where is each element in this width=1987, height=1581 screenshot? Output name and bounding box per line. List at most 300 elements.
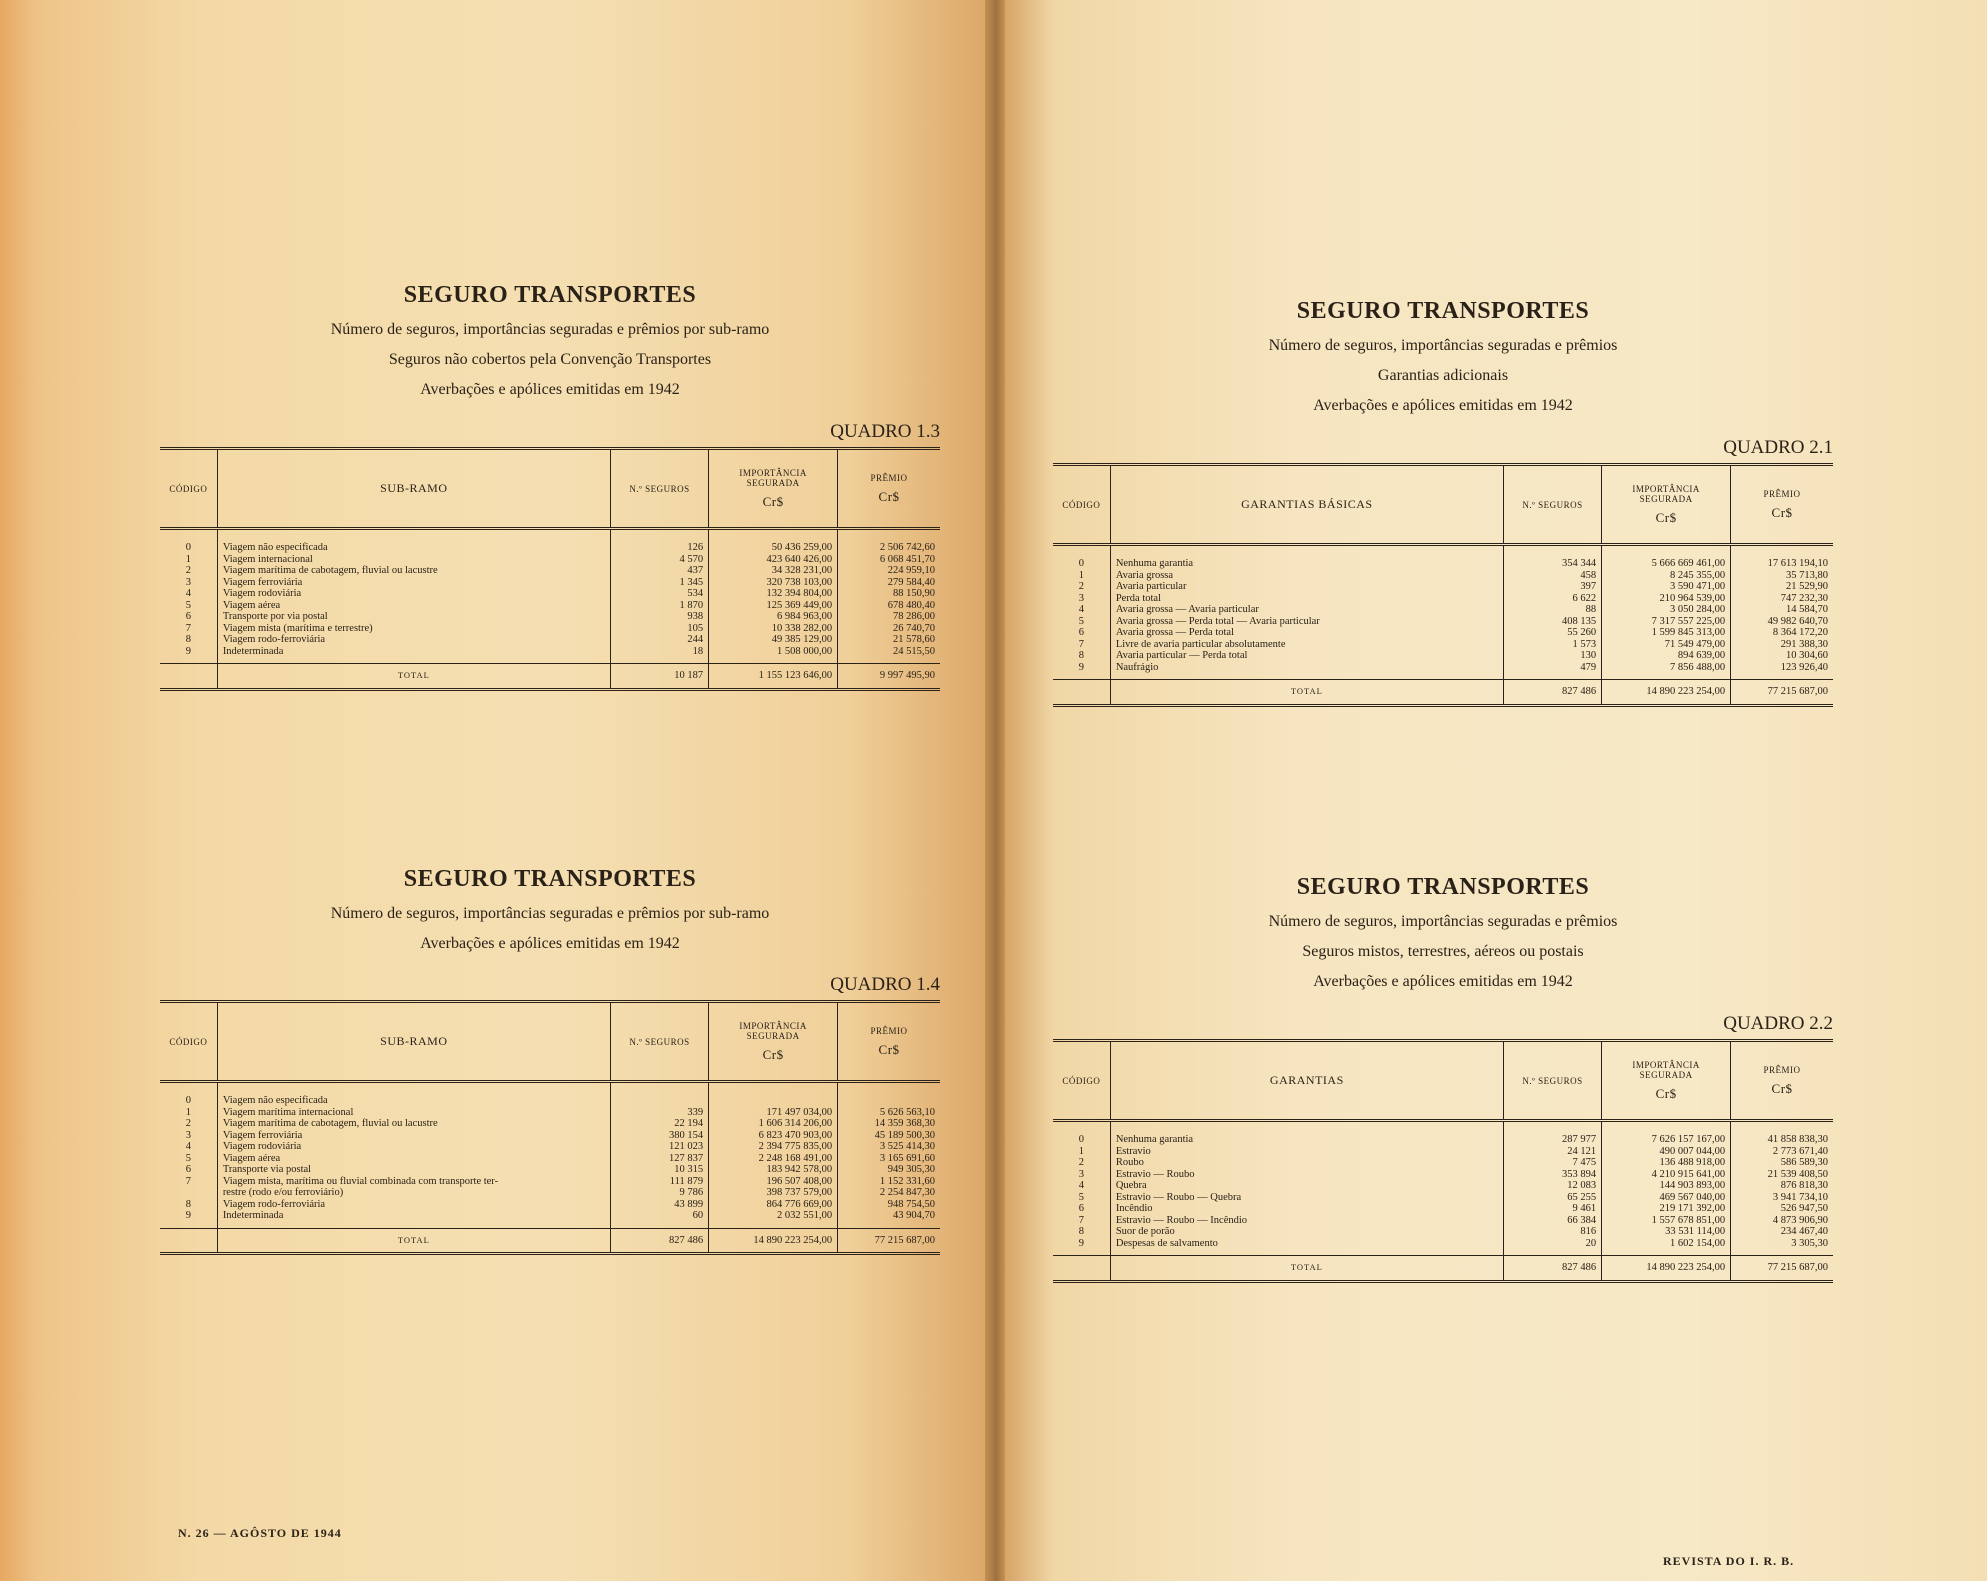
row-premio: 49 982 640,70 <box>1731 616 1833 628</box>
row-nseguros: 1 345 <box>610 577 708 589</box>
total-nseguros: 10 187 <box>610 664 708 690</box>
row-code: 6 <box>185 1164 192 1175</box>
row-nseguros: 244 <box>610 634 708 646</box>
row-label: Viagem não especificada <box>217 529 610 554</box>
table-title: SEGURO TRANSPORTES <box>1296 874 1590 900</box>
row-nseguros: 18 <box>610 646 708 664</box>
row-label: Transporte via postal <box>217 1164 610 1176</box>
row-code: 9 <box>1078 661 1085 673</box>
row-label: Nenhuma garantia <box>1110 545 1503 570</box>
table-row <box>1053 1203 1833 1215</box>
total-row <box>1053 1256 1833 1282</box>
currency-label: Cr$ <box>1771 504 1793 520</box>
total-row <box>1053 680 1833 706</box>
row-label: Viagem marítima de cabotagem, fluvial ou lacustre <box>217 565 610 577</box>
table-section-quadro-2-1 <box>1053 298 1833 697</box>
row-nseguros: 55 260 <box>1503 627 1601 639</box>
row-premio: 21 539 408,50 <box>1731 1169 1833 1181</box>
row-premio: 10 304,60 <box>1731 650 1833 662</box>
row-nseguros: 339 <box>610 1107 708 1119</box>
total-label: TOTAL <box>217 664 610 690</box>
row-premio: 3 941 734,10 <box>1731 1192 1833 1204</box>
table-row <box>160 600 940 612</box>
row-label: Transporte por via postal <box>217 611 610 623</box>
row-premio: 876 818,30 <box>1731 1180 1833 1192</box>
row-nseguros: 6 622 <box>1503 593 1601 605</box>
row-premio: 21 578,60 <box>838 634 940 646</box>
row-code: 3 <box>185 1129 192 1141</box>
table-row <box>160 1187 940 1199</box>
row-code: 5 <box>185 599 192 611</box>
column-header-importancia <box>1602 465 1731 545</box>
total-label: TOTAL <box>1110 1256 1503 1282</box>
row-importancia: 1 606 314 206,00 <box>709 1118 838 1130</box>
column-header-importancia-label: IMPORTÂNCIA SEGURADA <box>1632 1059 1700 1080</box>
row-code: 0 <box>185 1095 192 1106</box>
row-premio: 14 584,70 <box>1731 604 1833 616</box>
row-label: Nenhuma garantia <box>1110 1121 1503 1146</box>
table-subtitle: Averbações e apólices emitidas em 1942 <box>420 381 680 398</box>
row-label: Incêndio <box>1110 1203 1503 1215</box>
row-importancia: 50 436 259,00 <box>709 529 838 554</box>
row-premio: 26 740,70 <box>838 623 940 635</box>
row-code: 2 <box>1078 1157 1085 1168</box>
row-importancia <box>709 1082 838 1107</box>
row-premio: 3 165 691,60 <box>838 1153 940 1165</box>
row-label: Avaria particular — Perda total <box>1110 650 1503 662</box>
row-premio: 3 525 414,30 <box>838 1141 940 1153</box>
row-code: 0 <box>185 542 192 553</box>
table-row <box>1053 650 1833 662</box>
column-header-importancia <box>1602 1041 1731 1121</box>
row-importancia: 183 942 578,00 <box>709 1164 838 1176</box>
total-premio: 77 215 687,00 <box>838 1228 940 1254</box>
row-nseguros: 408 135 <box>1503 616 1601 628</box>
row-nseguros: 1 870 <box>610 600 708 612</box>
table-row <box>1053 1192 1833 1204</box>
column-header-importancia-label: IMPORTÂNCIA SEGURADA <box>739 467 807 488</box>
row-importancia: 196 507 408,00 <box>709 1176 838 1188</box>
total-nseguros: 827 486 <box>1503 1256 1601 1282</box>
row-nseguros: 43 899 <box>610 1199 708 1211</box>
row-importancia: 7 626 157 167,00 <box>1602 1121 1731 1146</box>
row-premio: 678 480,40 <box>838 600 940 612</box>
column-header-importancia-label: IMPORTÂNCIA SEGURADA <box>1632 483 1700 504</box>
row-code: 9 <box>185 1210 192 1221</box>
total-nseguros: 827 486 <box>1503 680 1601 706</box>
row-code: 3 <box>185 576 192 588</box>
row-code: 7 <box>1078 638 1085 650</box>
data-table <box>1053 463 1833 707</box>
table-title: SEGURO TRANSPORTES <box>403 866 697 892</box>
table-row <box>1053 1215 1833 1227</box>
row-label: Estravio <box>1110 1146 1503 1158</box>
row-importancia: 1 602 154,00 <box>1602 1238 1731 1256</box>
row-nseguros: 9 461 <box>1503 1203 1601 1215</box>
table-row <box>1053 1157 1833 1169</box>
row-label: Avaria grossa — Avaria particular <box>1110 604 1503 616</box>
row-label: Viagem rodoviária <box>217 1141 610 1153</box>
total-spacer <box>1053 1256 1110 1282</box>
table-subtitle: Averbações e apólices emitidas em 1942 <box>420 935 680 952</box>
row-nseguros: 22 194 <box>610 1118 708 1130</box>
table-row <box>160 1176 940 1188</box>
table-title: SEGURO TRANSPORTES <box>1296 298 1590 324</box>
total-spacer <box>160 664 217 690</box>
row-code: 7 <box>1078 1214 1085 1226</box>
table-row <box>160 554 940 566</box>
table-section-quadro-2-2 <box>1053 874 1833 1273</box>
row-code: 4 <box>185 1141 192 1152</box>
row-label: Avaria particular <box>1110 581 1503 593</box>
row-label: Estravio — Roubo — Quebra <box>1110 1192 1503 1204</box>
row-label: Roubo <box>1110 1157 1503 1169</box>
row-label: Viagem ferroviária <box>217 577 610 589</box>
row-importancia: 219 171 392,00 <box>1602 1203 1731 1215</box>
total-label: TOTAL <box>217 1228 610 1254</box>
row-premio: 35 713,80 <box>1731 570 1833 582</box>
data-table <box>160 447 940 691</box>
row-code: 1 <box>1078 569 1085 581</box>
row-nseguros: 9 786 <box>610 1187 708 1199</box>
total-premio: 9 997 495,90 <box>838 664 940 690</box>
row-nseguros: 479 <box>1503 662 1601 680</box>
table-row <box>1053 581 1833 593</box>
column-header-codigo: CÓDIGO <box>1062 1075 1101 1086</box>
column-header-main: GARANTIAS <box>1110 1041 1503 1121</box>
table-subtitle: Garantias adicionais <box>1377 367 1509 384</box>
row-premio: 41 858 838,30 <box>1731 1121 1833 1146</box>
row-nseguros: 12 083 <box>1503 1180 1601 1192</box>
row-label: Viagem aérea <box>217 1153 610 1165</box>
row-code: 3 <box>1078 592 1085 604</box>
table-subtitle: Número de seguros, importâncias seguradas e prêmios <box>1268 913 1618 930</box>
row-premio: 224 959,10 <box>838 565 940 577</box>
table-row <box>160 1164 940 1176</box>
row-importancia: 8 245 355,00 <box>1602 570 1731 582</box>
row-nseguros: 65 255 <box>1503 1192 1601 1204</box>
table-row <box>160 634 940 646</box>
row-code: 7 <box>185 1175 192 1187</box>
row-code: 2 <box>185 1118 192 1129</box>
row-label: Viagem não especificada <box>217 1082 610 1107</box>
row-label: restre (rodo e/ou ferroviário) <box>217 1187 610 1199</box>
row-importancia: 894 639,00 <box>1602 650 1731 662</box>
page-footer-right: REVISTA DO I. R. B. <box>1663 1554 1795 1568</box>
row-premio: 21 529,90 <box>1731 581 1833 593</box>
column-header-main: SUB-RAMO <box>217 449 610 529</box>
row-label: Indeterminada <box>217 646 610 664</box>
quadro-number: QUADRO 2.1 <box>1723 437 1833 458</box>
row-importancia: 49 385 129,00 <box>709 634 838 646</box>
table-row <box>160 1082 940 1107</box>
table-subtitle: Seguros não cobertos pela Convenção Transportes <box>388 351 712 368</box>
row-code: 3 <box>1078 1168 1085 1180</box>
currency-label: Cr$ <box>762 1046 784 1062</box>
column-header-nseguros: N.º SEGUROS <box>610 449 708 529</box>
column-header-codigo: CÓDIGO <box>169 1036 208 1047</box>
table-row <box>1053 1121 1833 1146</box>
total-spacer <box>1053 680 1110 706</box>
total-importancia: 14 890 223 254,00 <box>1602 1256 1731 1282</box>
row-importancia: 1 557 678 851,00 <box>1602 1215 1731 1227</box>
table-row <box>160 1199 940 1211</box>
row-code: 8 <box>1078 650 1085 661</box>
row-label: Viagem rodo-ferroviária <box>217 634 610 646</box>
row-premio: 747 232,30 <box>1731 593 1833 605</box>
quadro-number: QUADRO 1.4 <box>830 974 940 995</box>
row-code: 5 <box>1078 615 1085 627</box>
row-importancia: 144 903 893,00 <box>1602 1180 1731 1192</box>
row-importancia: 132 394 804,00 <box>709 588 838 600</box>
table-row <box>1053 1169 1833 1181</box>
row-premio: 3 305,30 <box>1731 1238 1833 1256</box>
currency-label: Cr$ <box>878 488 900 504</box>
row-importancia: 33 531 114,00 <box>1602 1226 1731 1238</box>
row-nseguros: 1 573 <box>1503 639 1601 651</box>
row-label: Naufrágio <box>1110 662 1503 680</box>
row-importancia: 171 497 034,00 <box>709 1107 838 1119</box>
row-label: Indeterminada <box>217 1210 610 1228</box>
table-row <box>1053 662 1833 680</box>
table-section-quadro-1-3 <box>160 282 940 681</box>
table-row <box>160 1107 940 1119</box>
row-importancia: 398 737 579,00 <box>709 1187 838 1199</box>
row-label: Perda total <box>1110 593 1503 605</box>
row-label: Avaria grossa — Perda total — Avaria particular <box>1110 616 1503 628</box>
row-importancia: 1 599 845 313,00 <box>1602 627 1731 639</box>
row-nseguros: 938 <box>610 611 708 623</box>
row-importancia: 2 248 168 491,00 <box>709 1153 838 1165</box>
table-row <box>160 577 940 589</box>
row-label: Viagem ferroviária <box>217 1130 610 1142</box>
row-label: Avaria grossa <box>1110 570 1503 582</box>
table-row <box>1053 604 1833 616</box>
table-row <box>160 1210 940 1228</box>
row-importancia: 7 856 488,00 <box>1602 662 1731 680</box>
total-nseguros: 827 486 <box>610 1228 708 1254</box>
table-section-quadro-1-4 <box>160 866 940 1246</box>
row-label: Estravio — Roubo — Incêndio <box>1110 1215 1503 1227</box>
row-importancia: 423 640 426,00 <box>709 554 838 566</box>
row-nseguros: 121 023 <box>610 1141 708 1153</box>
table-row <box>160 611 940 623</box>
column-header-nseguros: N.º SEGUROS <box>610 1002 708 1082</box>
row-premio: 14 359 368,30 <box>838 1118 940 1130</box>
row-premio: 6 068 451,70 <box>838 554 940 566</box>
row-premio: 4 873 906,90 <box>1731 1215 1833 1227</box>
row-nseguros: 397 <box>1503 581 1601 593</box>
column-header-premio <box>838 1002 940 1082</box>
column-header-premio <box>838 449 940 529</box>
table-row <box>1053 593 1833 605</box>
table-row <box>1053 627 1833 639</box>
row-nseguros: 60 <box>610 1210 708 1228</box>
table-subtitle: Número de seguros, importâncias seguradas e prêmios por sub-ramo <box>330 321 770 338</box>
row-code: 8 <box>185 634 192 645</box>
row-label: Estravio — Roubo <box>1110 1169 1503 1181</box>
row-nseguros: 20 <box>1503 1238 1601 1256</box>
row-nseguros: 130 <box>1503 650 1601 662</box>
row-code: 4 <box>1078 1180 1085 1191</box>
row-nseguros: 66 384 <box>1503 1215 1601 1227</box>
table-subtitle: Averbações e apólices emitidas em 1942 <box>1313 973 1573 990</box>
row-code: 9 <box>1078 1237 1085 1249</box>
table-row <box>160 646 940 664</box>
currency-label: Cr$ <box>1655 1085 1677 1101</box>
row-label: Despesas de salvamento <box>1110 1238 1503 1256</box>
row-premio: 291 388,30 <box>1731 639 1833 651</box>
row-nseguros: 10 315 <box>610 1164 708 1176</box>
row-label: Livre de avaria particular absolutamente <box>1110 639 1503 651</box>
row-premio: 24 515,50 <box>838 646 940 664</box>
row-nseguros <box>610 1082 708 1107</box>
table-row <box>160 1130 940 1142</box>
row-importancia: 320 738 103,00 <box>709 577 838 589</box>
table-row <box>160 565 940 577</box>
row-premio: 123 926,40 <box>1731 662 1833 680</box>
row-code <box>160 1187 217 1199</box>
currency-label: Cr$ <box>1771 1080 1793 1096</box>
row-label: Suor de porão <box>1110 1226 1503 1238</box>
row-label: Quebra <box>1110 1180 1503 1192</box>
row-premio: 279 584,40 <box>838 577 940 589</box>
column-header-premio-label: PRÊMIO <box>870 1025 908 1036</box>
row-importancia: 210 964 539,00 <box>1602 593 1731 605</box>
row-premio: 2 254 847,30 <box>838 1187 940 1199</box>
row-code: 1 <box>185 553 192 565</box>
column-header-premio <box>1731 1041 1833 1121</box>
row-code: 5 <box>1078 1191 1085 1203</box>
row-nseguros: 4 570 <box>610 554 708 566</box>
table-row <box>160 529 940 554</box>
row-code: 0 <box>1078 1134 1085 1145</box>
column-header-premio-label: PRÊMIO <box>870 472 908 483</box>
data-table <box>1053 1039 1833 1283</box>
row-label: Viagem mista (marítima e terrestre) <box>217 623 610 635</box>
row-nseguros: 287 977 <box>1503 1121 1601 1146</box>
total-importancia: 14 890 223 254,00 <box>709 1228 838 1254</box>
table-subtitle: Número de seguros, importâncias seguradas e prêmios por sub-ramo <box>330 905 770 922</box>
right-page <box>995 0 1987 1581</box>
row-importancia: 4 210 915 641,00 <box>1602 1169 1731 1181</box>
row-code: 6 <box>185 611 192 622</box>
row-premio: 8 364 172,20 <box>1731 627 1833 639</box>
table-row <box>1053 1180 1833 1192</box>
total-premio: 77 215 687,00 <box>1731 1256 1833 1282</box>
quadro-number: QUADRO 2.2 <box>1723 1013 1833 1034</box>
column-header-codigo: CÓDIGO <box>169 483 208 494</box>
row-premio <box>838 1082 940 1107</box>
row-premio: 234 467,40 <box>1731 1226 1833 1238</box>
total-premio: 77 215 687,00 <box>1731 680 1833 706</box>
row-nseguros: 88 <box>1503 604 1601 616</box>
data-table <box>160 1000 940 1255</box>
row-importancia: 10 338 282,00 <box>709 623 838 635</box>
column-header-premio <box>1731 465 1833 545</box>
row-nseguros: 7 475 <box>1503 1157 1601 1169</box>
row-premio: 78 286,00 <box>838 611 940 623</box>
row-code: 8 <box>185 1198 192 1210</box>
row-nseguros: 458 <box>1503 570 1601 582</box>
row-importancia: 71 549 479,00 <box>1602 639 1731 651</box>
column-header-codigo: CÓDIGO <box>1062 499 1101 510</box>
row-nseguros: 24 121 <box>1503 1146 1601 1158</box>
row-code: 1 <box>185 1106 192 1118</box>
row-label: Viagem marítima internacional <box>217 1107 610 1119</box>
row-premio: 2 506 742,60 <box>838 529 940 554</box>
row-label: Viagem marítima de cabotagem, fluvial ou lacustre <box>217 1118 610 1130</box>
row-premio: 949 305,30 <box>838 1164 940 1176</box>
table-subtitle: Número de seguros, importâncias seguradas e prêmios <box>1268 337 1618 354</box>
row-nseguros: 127 837 <box>610 1153 708 1165</box>
row-premio: 586 589,30 <box>1731 1157 1833 1169</box>
row-label: Viagem aérea <box>217 600 610 612</box>
row-nseguros: 105 <box>610 623 708 635</box>
row-importancia: 6 984 963,00 <box>709 611 838 623</box>
column-header-premio-label: PRÊMIO <box>1763 488 1801 499</box>
total-spacer <box>160 1228 217 1254</box>
column-header-importancia <box>709 1002 838 1082</box>
table-row <box>160 1118 940 1130</box>
row-nseguros: 111 879 <box>610 1176 708 1188</box>
table-row <box>1053 616 1833 628</box>
row-importancia: 136 488 918,00 <box>1602 1157 1731 1169</box>
row-code: 4 <box>185 588 192 599</box>
total-row <box>160 664 940 690</box>
table-row <box>1053 1146 1833 1158</box>
row-code: 2 <box>185 565 192 576</box>
row-nseguros: 437 <box>610 565 708 577</box>
row-label: Viagem internacional <box>217 554 610 566</box>
row-premio: 88 150,90 <box>838 588 940 600</box>
book-gutter <box>985 0 1005 1581</box>
table-row <box>160 623 940 635</box>
row-importancia: 3 050 284,00 <box>1602 604 1731 616</box>
row-nseguros: 380 154 <box>610 1130 708 1142</box>
column-header-nseguros: N.º SEGUROS <box>1503 1041 1601 1121</box>
row-premio: 17 613 194,10 <box>1731 545 1833 570</box>
row-code: 2 <box>1078 581 1085 592</box>
row-code: 6 <box>1078 1203 1085 1214</box>
page-footer-left: N. 26 — AGÔSTO DE 1944 <box>178 1526 342 1540</box>
total-importancia: 14 890 223 254,00 <box>1602 680 1731 706</box>
row-importancia: 34 328 231,00 <box>709 565 838 577</box>
table-subtitle: Averbações e apólices emitidas em 1942 <box>1313 397 1573 414</box>
table-title: SEGURO TRANSPORTES <box>403 282 697 308</box>
row-premio: 1 152 331,60 <box>838 1176 940 1188</box>
table-row <box>160 1153 940 1165</box>
table-subtitle: Seguros mistos, terrestres, aéreos ou postais <box>1302 943 1584 960</box>
row-code: 4 <box>1078 604 1085 615</box>
row-importancia: 5 666 669 461,00 <box>1602 545 1731 570</box>
row-code: 5 <box>185 1152 192 1164</box>
column-header-premio-label: PRÊMIO <box>1763 1064 1801 1075</box>
table-row <box>1053 545 1833 570</box>
row-importancia: 6 823 470 903,00 <box>709 1130 838 1142</box>
table-row <box>1053 1238 1833 1256</box>
column-header-nseguros: N.º SEGUROS <box>1503 465 1601 545</box>
currency-label: Cr$ <box>1655 509 1677 525</box>
row-premio: 948 754,50 <box>838 1199 940 1211</box>
currency-label: Cr$ <box>878 1041 900 1057</box>
total-row <box>160 1228 940 1254</box>
row-importancia: 490 007 044,00 <box>1602 1146 1731 1158</box>
row-importancia: 864 776 669,00 <box>709 1199 838 1211</box>
table-row <box>1053 570 1833 582</box>
row-premio: 526 947,50 <box>1731 1203 1833 1215</box>
row-code: 9 <box>185 645 192 657</box>
